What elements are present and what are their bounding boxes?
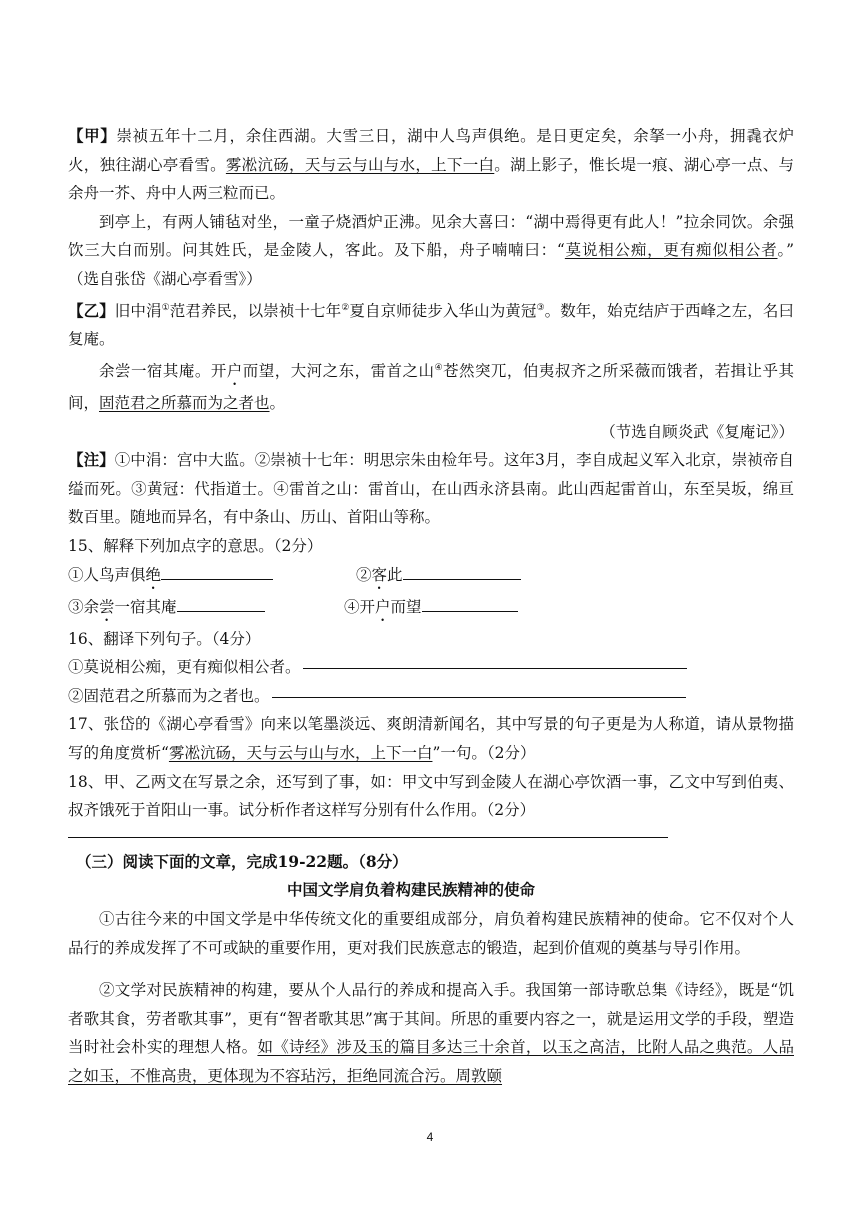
q15-item-text: ①人鸟声俱 <box>68 565 146 584</box>
dotted-char: 尝 <box>99 597 115 616</box>
footnote-mark-4: ④ <box>434 362 444 373</box>
dotted-char: 绝 <box>145 565 162 584</box>
answer-blank[interactable] <box>422 596 518 612</box>
yi-text: 旧中涓 <box>114 301 162 320</box>
dotted-char: 客 <box>371 565 388 584</box>
note-text: ①中涓：宫中大监。②崇祯十七年：明思宗朱由检年号。这年3月，李自成起义军入北京，崇祯帝自缢而死。③黄冠：代指道士。④雷首之山：雷首山，在山西永济县南。此山西起雷首山，东至吴坂，绵亘数百里。随地而异名，有中条山、历山、首阳山等称。 <box>68 451 794 527</box>
q16-sentence-1: ①莫说相公痴，更有痴似相公者。 <box>68 658 301 677</box>
q15-item-text: 而望 <box>390 597 422 616</box>
dotted-char: 户 <box>226 362 243 381</box>
q15-row-2 <box>68 593 794 625</box>
q15-row-1 <box>68 561 794 593</box>
yi-text: 夏自京师徒步入华山为黄冠 <box>349 301 537 320</box>
page-number: 4 <box>426 1130 434 1144</box>
answer-line[interactable] <box>272 682 686 698</box>
jia-paragraph-2 <box>68 208 826 294</box>
jia-text-end: 。湖上影子，惟长堤一痕、湖心亭一点、与余舟一芥、舟中人两三粒而已。 <box>68 155 794 203</box>
q15-item-4 <box>344 593 518 625</box>
article-paragraph-2 <box>68 976 794 1090</box>
q16-line-2 <box>68 682 794 711</box>
q15-item-text: 此 <box>387 565 403 584</box>
q15-item-2 <box>356 561 521 593</box>
yi-underlined-sentence: 固范君之所慕而为之者也 <box>99 394 270 413</box>
answer-blank[interactable] <box>161 564 273 580</box>
yi-text: 苍然突兀，伯夷叔齐之所采薇而饿者，若揖让乎其间， <box>68 362 794 413</box>
yi-paragraph-1 <box>68 294 794 354</box>
notes <box>68 446 794 532</box>
q15-title: 15、解释下列加点字的意思。（2分） <box>68 537 323 556</box>
divider <box>68 837 668 838</box>
jia-text: 崇祯五年十二月，余住西湖。大雪三日，湖中人鸟声俱绝。是日更定矣，余拏一小舟，拥毳衣炉火，独往湖心亭看雪。 <box>68 127 794 174</box>
q16-title: 16、翻译下列句子。（4分） <box>68 629 261 648</box>
q15-item-text: 一宿其庵 <box>114 597 177 616</box>
article-underlined: 如《诗经》涉及玉的篇目多达三十余首，以玉之高洁，比附人品之典范。人品之如玉，不惟高贵，更体现为不容玷污，拒绝同流合污。周敦颐 <box>68 1038 794 1085</box>
yi-source: （节选自顾炎武《复庵记》） <box>600 422 794 441</box>
page-content <box>68 122 826 1091</box>
answer-blank[interactable] <box>403 564 521 580</box>
dotted-char: 户 <box>375 597 391 616</box>
answer-line[interactable] <box>303 653 687 669</box>
q17 <box>68 710 794 767</box>
article-title: 中国文学肩负着构建民族精神的使命 <box>286 880 535 900</box>
yi-text: 余尝一宿其庵。开 <box>99 362 227 381</box>
article-paragraph-1: ①古往今来的中国文学是中华传统文化的重要组成部分，肩负着构建民族精神的使命。它不仅对个人品行的养成发挥了不可或缺的重要作用，更对我们民族意志的锻造，起到价值观的奠基与导引作用。 <box>68 909 794 957</box>
q16-line-1 <box>68 653 794 682</box>
jia-paragraph-1 <box>68 122 794 208</box>
section3-heading: （三）阅读下面的文章，完成19-22题。（8分） <box>76 851 408 871</box>
q15-item-text: ④开 <box>344 597 376 616</box>
jia-p2-underlined: 莫说相公痴，更有痴似相公者 <box>564 241 778 260</box>
article-text: ②文学对民族精神的构建，要从个人品行的养成和提高入手。我国第一部诗歌总集《诗经》，既是“饥者歌其食，劳者歌其事”，更有“智者歌其思”寓于其间。所思的重要内容之一，就是运用文学的手段，塑造当时社会朴实的理想人格。 <box>68 981 794 1057</box>
paragraph-gap <box>68 962 794 976</box>
footnote-mark-1: ① <box>161 302 170 313</box>
jia-p2-text: 到亭上，有两人铺毡对坐，一童子烧酒炉正沸。见余大喜曰：“湖中焉得更有此人！”拉余同饮。余强饮三大白而别。问其姓氏，是金陵人，客此。及下船，舟子喃喃曰：“ <box>68 212 794 260</box>
jia-source: 。” （选自张岱《湖心亭看雪》） <box>68 241 826 288</box>
q17-underlined: 雾凇沆砀，天与云与山与水，上下一白 <box>168 744 433 762</box>
yi-text: 范君养民，以崇祯十七年 <box>169 301 342 320</box>
answer-blank[interactable] <box>177 596 265 612</box>
q15-item-text: ③余 <box>68 597 100 616</box>
q15-item-1 <box>68 561 356 593</box>
q17-text-end: ”一句。（2分） <box>432 744 536 762</box>
jia-tag: 【甲】 <box>68 126 117 145</box>
q16-sentence-2: ②固范君之所慕而为之者也。 <box>68 686 270 705</box>
note-tag: 【注】 <box>68 450 115 470</box>
jia-underlined-sentence: 雾凇沆砀，天与云与山与水，上下一白 <box>225 155 495 174</box>
yi-text: 而望，大河之东，雷首之山 <box>242 362 435 381</box>
q17-text: 17、张岱的《湖心亭看雪》向来以笔墨淡远、爽朗清新闻名，其中写景的句子更是为人称道，请从景物描写的角度赏析“ <box>68 715 794 762</box>
yi-text: 。数年，始克结庐于西峰之左，名曰复庵。 <box>68 301 794 349</box>
yi-tag: 【乙】 <box>68 300 115 320</box>
footnote-mark-3: ③ <box>536 302 545 313</box>
q18: 18、甲、乙两文在写景之余，还写到了事，如：甲文中写到金陵人在湖心亭饮酒一事，乙文中写到伯夷、叔齐饿死于首阳山一事。试分析作者这样写分别有什么作用。（2分） <box>68 772 794 820</box>
yi-paragraph-2 <box>68 354 794 418</box>
q15-item-3 <box>68 593 344 625</box>
q15-item-text: ② <box>356 565 372 584</box>
yi-text: 。 <box>269 394 286 413</box>
footnote-mark-2: ② <box>341 302 350 313</box>
